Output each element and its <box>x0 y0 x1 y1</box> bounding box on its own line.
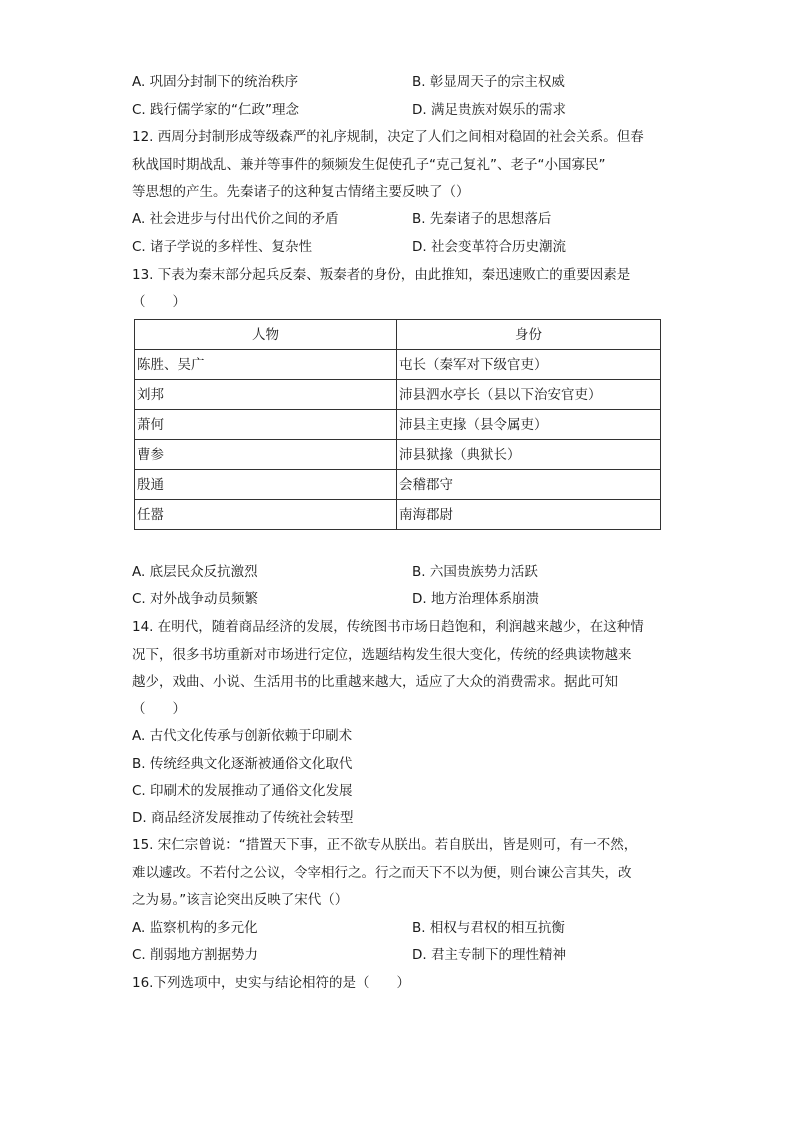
q14-option-d[interactable]: D. 商品经济发展推动了传统社会转型 <box>132 810 354 826</box>
q13-identity-table <box>134 319 661 530</box>
table-row <box>135 350 661 380</box>
table-header-person: 人物 <box>135 320 397 350</box>
table-header-row <box>135 320 661 350</box>
q13-option-a[interactable]: A. 底层民众反抗激烈 <box>132 564 258 580</box>
q12-option-b[interactable]: B. 先秦诸子的思想落后 <box>412 211 552 227</box>
table-row <box>135 500 661 530</box>
q14-stem-line-2: 况下，很多书坊重新对市场进行定位，选题结构发生很大变化，传统的经典读物越来 <box>132 647 632 663</box>
q14-stem-line-3: 越少，戏曲、小说、生活用书的比重越来越大，适应了大众的消费需求。据此可知 <box>132 674 618 690</box>
table-cell-person: 陈胜、吴广 <box>135 350 397 380</box>
q11-option-d[interactable]: D. 满足贵族对娱乐的需求 <box>412 102 566 118</box>
q11-option-c[interactable]: C. 践行儒学家的“仁政”理念 <box>132 102 299 118</box>
q11-option-a[interactable]: A. 巩固分封制下的统治秩序 <box>132 74 299 90</box>
table-cell-identity: 屯长（秦军对下级官吏） <box>397 350 661 380</box>
q12-option-a[interactable]: A. 社会进步与付出代价之间的矛盾 <box>132 211 339 227</box>
q14-stem-line-4: （ ） <box>132 701 186 717</box>
table-cell-identity: 沛县泗水亭长（县以下治安官吏） <box>397 380 661 410</box>
table-cell-person: 殷通 <box>135 470 397 500</box>
table-row <box>135 380 661 410</box>
table-row <box>135 470 661 500</box>
q13-option-d[interactable]: D. 地方治理体系崩溃 <box>412 591 539 607</box>
q12-stem-line-2: 秋战国时期战乱、兼并等事件的频频发生促使孔子“克己复礼”、老子“小国寡民” <box>132 157 606 173</box>
q11-option-b[interactable]: B. 彰显周天子的宗主权威 <box>412 74 565 90</box>
q15-stem-line-2: 难以遽改。不若付之公议，令宰相行之。行之而天下不以为便，则台谏公言其失，改 <box>132 865 632 881</box>
q16-stem-line-1: 16.下列选项中，史实与结论相符的是（ ） <box>132 975 410 991</box>
q14-stem-line-1: 14. 在明代，随着商品经济的发展，传统图书市场日趋饱和，利润越来越少，在这种情 <box>132 619 644 635</box>
table-header-identity: 身份 <box>397 320 661 350</box>
q12-stem-line-1: 12. 西周分封制形成等级森严的礼序规制，决定了人们之间相对稳固的社会关系。但春 <box>132 129 644 145</box>
table-cell-identity: 会稽郡守 <box>397 470 661 500</box>
q14-option-b[interactable]: B. 传统经典文化逐渐被通俗文化取代 <box>132 756 353 772</box>
q15-stem-line-3: 之为易。”该言论突出反映了宋代（） <box>132 892 349 908</box>
table-row <box>135 440 661 470</box>
table-cell-person: 萧何 <box>135 410 397 440</box>
table-cell-identity: 沛县主吏掾（县令属吏） <box>397 410 661 440</box>
table-cell-identity: 沛县狱掾（典狱长） <box>397 440 661 470</box>
q14-option-a[interactable]: A. 古代文化传承与创新依赖于印刷术 <box>132 728 353 744</box>
q15-option-a[interactable]: A. 监察机构的多元化 <box>132 920 258 936</box>
table-cell-person: 刘邦 <box>135 380 397 410</box>
table-cell-person: 任嚣 <box>135 500 397 530</box>
table-row <box>135 410 661 440</box>
q12-option-c[interactable]: C. 诸子学说的多样性、复杂性 <box>132 239 313 255</box>
q15-option-c[interactable]: C. 削弱地方割据势力 <box>132 947 259 963</box>
table-cell-identity: 南海郡尉 <box>397 500 661 530</box>
q15-stem-line-1: 15. 宋仁宗曾说：“措置天下事，正不欲专从朕出。若自朕出，皆是则可，有一不然， <box>132 837 638 853</box>
q13-option-b[interactable]: B. 六国贵族势力活跃 <box>412 564 538 580</box>
q13-stem-line-1: 13. 下表为秦末部分起兵反秦、叛秦者的身份，由此推知，秦迅速败亡的重要因素是 <box>132 267 631 283</box>
q13-option-c[interactable]: C. 对外战争动员频繁 <box>132 591 259 607</box>
q15-option-b[interactable]: B. 相权与君权的相互抗衡 <box>412 920 565 936</box>
q12-option-d[interactable]: D. 社会变革符合历史潮流 <box>412 239 566 255</box>
table-cell-person: 曹参 <box>135 440 397 470</box>
q15-option-d[interactable]: D. 君主专制下的理性精神 <box>412 947 566 963</box>
q13-stem-line-2: （ ） <box>132 294 186 310</box>
q14-option-c[interactable]: C. 印刷术的发展推动了通俗文化发展 <box>132 783 353 799</box>
q12-stem-line-3: 等思想的产生。先秦诸子的这种复古情绪主要反映了（） <box>132 184 470 200</box>
